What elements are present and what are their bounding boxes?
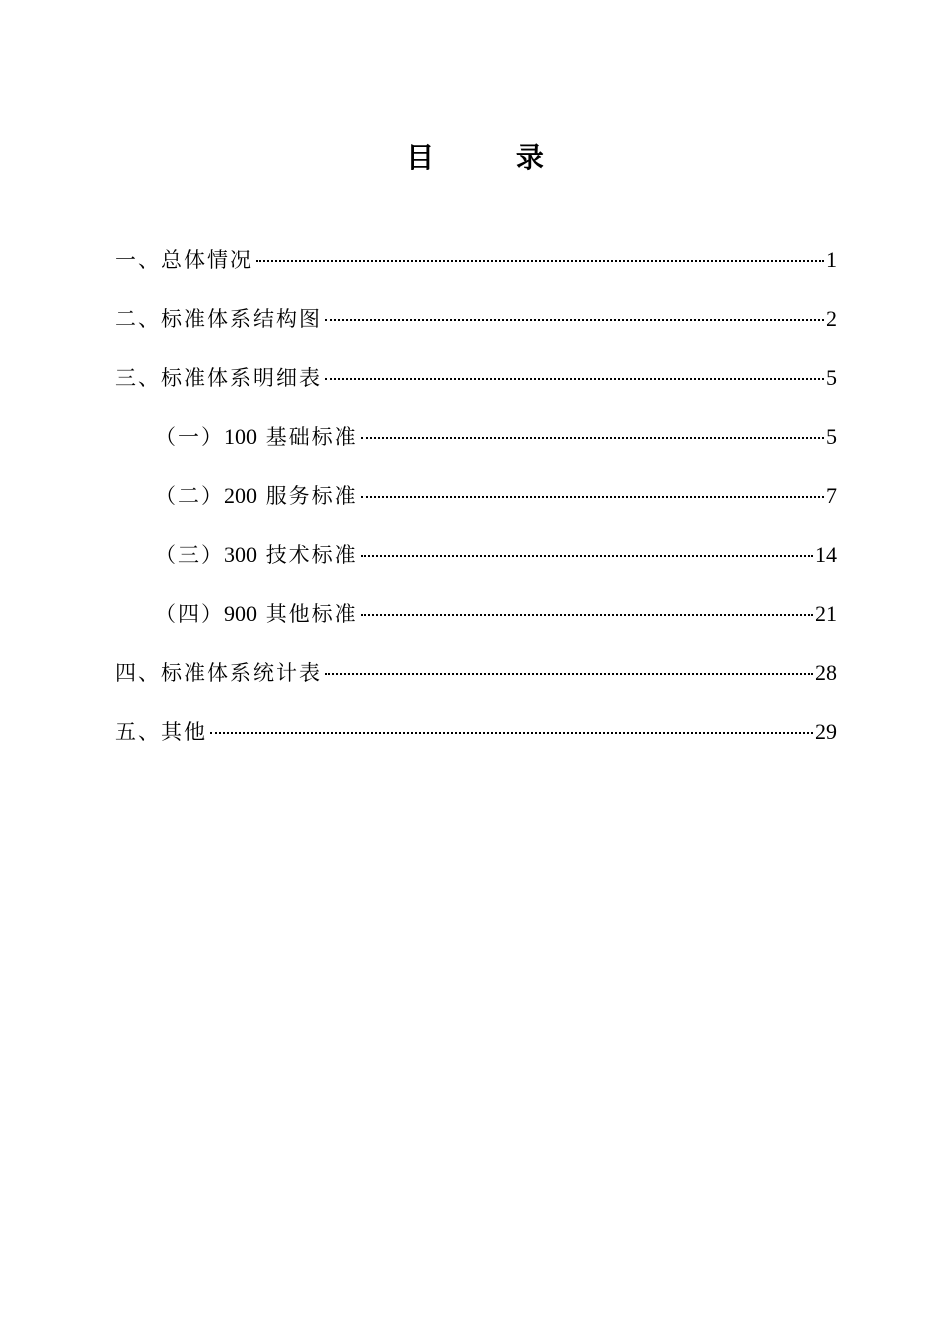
toc-entry-code: 300 xyxy=(224,542,257,567)
toc-dot-leader xyxy=(325,673,813,675)
toc-dot-leader xyxy=(256,260,824,262)
toc-title: 目 录 xyxy=(406,141,580,174)
toc-entry-text: 技术标准 xyxy=(265,543,358,567)
toc-entry-technical-standards[interactable] xyxy=(115,535,837,594)
toc-entry-label xyxy=(155,535,358,575)
toc-entry-text: 基础标准 xyxy=(265,425,358,449)
toc-entry-other-standards[interactable] xyxy=(115,594,837,653)
toc-entry-label: 三、标准体系明细表 xyxy=(115,366,322,390)
toc-entry-code: 100 xyxy=(224,424,257,449)
toc-entry-other[interactable] xyxy=(115,712,837,771)
toc-page-number: 5 xyxy=(826,365,837,390)
toc-entry-prefix: （三） xyxy=(155,543,224,567)
toc-page-number: 7 xyxy=(826,483,837,508)
toc-entry-label: 一、总体情况 xyxy=(115,248,253,272)
toc-page-number: 28 xyxy=(815,660,837,685)
toc-dot-leader xyxy=(325,319,824,321)
toc-dot-leader xyxy=(361,555,813,557)
toc-entry-statistics-table[interactable] xyxy=(115,653,837,712)
toc-dot-leader xyxy=(210,732,813,734)
toc-entry-overview[interactable] xyxy=(115,240,837,299)
toc-entry-code: 900 xyxy=(224,601,257,626)
toc-entry-label xyxy=(155,594,358,634)
toc-entry-structure-diagram[interactable] xyxy=(115,299,837,358)
toc-entry-basic-standards[interactable] xyxy=(115,417,837,476)
toc-entry-text: 其他标准 xyxy=(265,602,358,626)
toc-page-number: 2 xyxy=(826,306,837,331)
toc-entry-label: 四、标准体系统计表 xyxy=(115,661,322,685)
toc-dot-leader xyxy=(361,437,824,439)
toc-entry-prefix: （四） xyxy=(155,602,224,626)
toc-entry-prefix: （二） xyxy=(155,484,224,508)
toc-entry-prefix: （一） xyxy=(155,425,224,449)
toc-dot-leader xyxy=(361,496,824,498)
toc-page-number: 5 xyxy=(826,424,837,449)
toc-page-number: 1 xyxy=(826,247,837,272)
toc-page-number: 14 xyxy=(815,542,837,567)
toc-entry-label: 二、标准体系结构图 xyxy=(115,307,322,331)
toc-page-number: 29 xyxy=(815,719,837,744)
toc-dot-leader xyxy=(325,378,824,380)
toc-entry-service-standards[interactable] xyxy=(115,476,837,535)
toc-entry-label xyxy=(155,417,358,457)
toc-entry-text: 服务标准 xyxy=(265,484,358,508)
toc-entry-detail-table[interactable] xyxy=(115,358,837,417)
toc-page-number: 21 xyxy=(815,601,837,626)
toc-dot-leader xyxy=(361,614,813,616)
table-of-contents xyxy=(115,240,837,771)
toc-entry-label: 五、其他 xyxy=(115,720,207,744)
toc-entry-label xyxy=(155,476,358,516)
toc-entry-code: 200 xyxy=(224,483,257,508)
